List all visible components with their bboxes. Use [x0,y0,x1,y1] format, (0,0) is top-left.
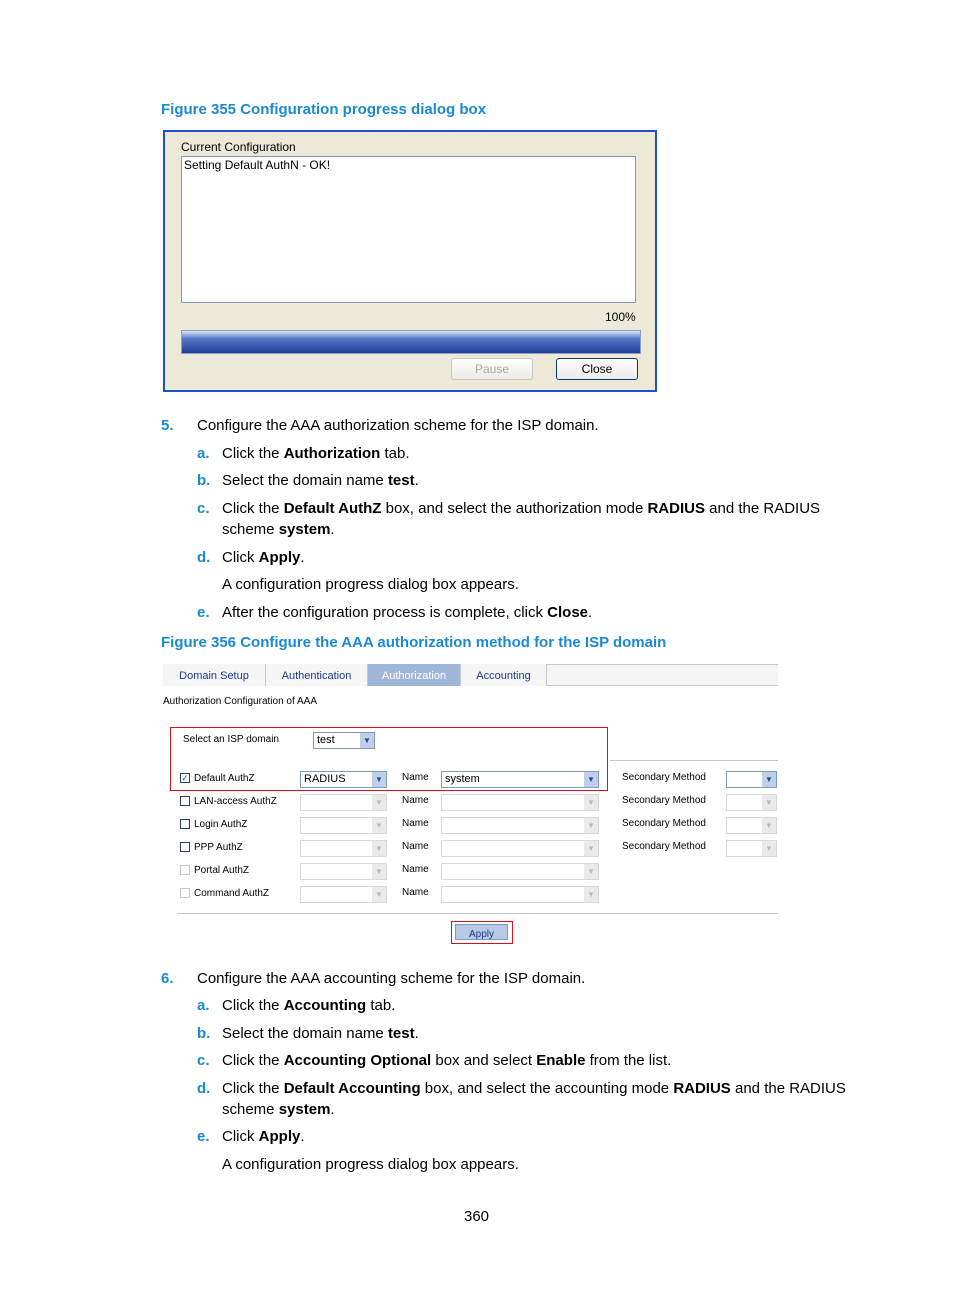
step-5-text: Configure the AAA authorization scheme for the ISP domain. [197,417,599,434]
divider [610,760,778,761]
row-label: Portal AuthZ [194,865,250,876]
configuration-log-textarea[interactable]: Setting Default AuthN - OK! [181,156,636,303]
name-label: Name [402,841,429,852]
chevron-down-icon: ▼ [584,887,598,902]
page-number: 360 [464,1208,490,1225]
pause-button[interactable]: Pause [451,358,533,380]
step-5e-letter: e. [197,604,210,621]
secondary-method-select[interactable] [726,817,777,834]
scheme-name-select[interactable] [441,817,599,834]
scheme-name-select[interactable] [441,794,599,811]
chevron-down-icon: ▼ [360,733,374,748]
figure-356-caption: Figure 356 Configure the AAA authorization method for the ISP domain [161,634,667,651]
mode-select[interactable] [300,840,387,857]
chevron-down-icon: ▼ [762,772,776,787]
chevron-down-icon: ▼ [762,818,776,833]
mode-select[interactable] [300,771,387,788]
chevron-down-icon: ▼ [372,864,386,879]
chevron-down-icon: ▼ [584,795,598,810]
divider-bottom [177,913,778,914]
step-5c-text: Click the Default AuthZ box, and select the authorization mode RADIUS and the RADIUS [222,500,821,517]
section-title: Authorization Configuration of AAA [163,696,317,707]
step-6d-text-cont: scheme system. [222,1101,335,1118]
secondary-method-label: Secondary Method [622,772,706,783]
step-6a-letter: a. [197,997,210,1014]
chevron-down-icon: ▼ [372,841,386,856]
step-6e-letter: e. [197,1128,210,1145]
mode-select[interactable] [300,863,387,880]
mode-select[interactable] [300,817,387,834]
scheme-name-value: system [445,773,480,785]
step-6e-note: A configuration progress dialog box appears. [222,1156,519,1173]
row-label: LAN-access AuthZ [194,796,277,807]
secondary-method-label: Secondary Method [622,818,706,829]
name-label: Name [402,795,429,806]
isp-domain-select[interactable]: test ▼ [313,732,375,749]
secondary-method-label: Secondary Method [622,841,706,852]
step-5e-text: After the configuration process is complete, click Close. [222,604,593,621]
step-6-number: 6. [161,970,174,987]
step-6c-letter: c. [197,1052,210,1069]
step-6b-text: Select the domain name test. [222,1025,419,1042]
row-checkbox[interactable] [180,819,190,829]
chevron-down-icon: ▼ [762,795,776,810]
tab-domain-setup[interactable]: Domain Setup [163,664,266,686]
step-5d-text: Click Apply. [222,549,305,566]
close-button[interactable]: Close [556,358,638,380]
row-checkbox[interactable]: ✓ [181,773,189,783]
scheme-name-select[interactable] [441,863,599,880]
step-5d-note: A configuration progress dialog box appears. [222,576,519,593]
step-6c-text: Click the Accounting Optional box and select Enable from the list. [222,1052,672,1069]
secondary-method-select[interactable] [726,794,777,811]
step-5c-text-cont: scheme system. [222,521,335,538]
step-5c-letter: c. [197,500,210,517]
progress-percent: 100% [605,310,636,324]
step-6d-letter: d. [197,1080,211,1097]
scheme-name-select[interactable] [441,771,599,788]
configuration-progress-dialog [163,130,657,392]
chevron-down-icon: ▼ [584,841,598,856]
row-checkbox[interactable] [180,888,190,898]
row-checkbox[interactable] [180,865,190,875]
chevron-down-icon: ▼ [584,818,598,833]
name-label: Name [402,887,429,898]
chevron-down-icon: ▼ [372,818,386,833]
figure-355-caption: Figure 355 Configuration progress dialog box [161,101,487,118]
chevron-down-icon: ▼ [584,772,598,787]
current-configuration-label: Current Configuration [181,140,296,154]
mode-value: RADIUS [304,773,346,785]
tab-authorization[interactable]: Authorization [368,664,461,686]
secondary-method-select[interactable] [726,840,777,857]
progress-bar [181,330,641,354]
row-label: Command AuthZ [194,888,270,899]
row-checkbox[interactable] [180,842,190,852]
row-label: Login AuthZ [194,819,248,830]
step-6d-text: Click the Default Accounting box, and select the accounting mode RADIUS and the RADIUS [222,1080,846,1097]
tab-accounting[interactable]: Accounting [461,664,547,686]
step-5a-letter: a. [197,445,210,462]
chevron-down-icon: ▼ [372,772,386,787]
step-6a-text: Click the Accounting tab. [222,997,396,1014]
secondary-method-label: Secondary Method [622,795,706,806]
step-5a-text: Click the Authorization tab. [222,445,410,462]
chevron-down-icon: ▼ [372,887,386,902]
step-6e-text: Click Apply. [222,1128,305,1145]
apply-button[interactable]: Apply [455,924,508,940]
mode-select[interactable] [300,794,387,811]
step-6-text: Configure the AAA accounting scheme for the ISP domain. [197,970,586,987]
chevron-down-icon: ▼ [762,841,776,856]
row-checkbox[interactable] [180,796,190,806]
name-label: Name [402,864,429,875]
tab-authentication[interactable]: Authentication [266,664,368,686]
isp-domain-label: Select an ISP domain [183,734,279,745]
chevron-down-icon: ▼ [584,864,598,879]
step-5-number: 5. [161,417,174,434]
secondary-method-select[interactable] [726,771,777,788]
step-6b-letter: b. [197,1025,211,1042]
chevron-down-icon: ▼ [372,795,386,810]
name-label: Name [402,772,429,783]
step-5b-letter: b. [197,472,211,489]
name-label: Name [402,818,429,829]
row-label: PPP AuthZ [194,842,243,853]
scheme-name-select[interactable] [441,886,599,903]
row-label: Default AuthZ [194,773,255,784]
scheme-name-select[interactable] [441,840,599,857]
step-5d-letter: d. [197,549,211,566]
step-5b-text: Select the domain name test. [222,472,419,489]
mode-select[interactable] [300,886,387,903]
